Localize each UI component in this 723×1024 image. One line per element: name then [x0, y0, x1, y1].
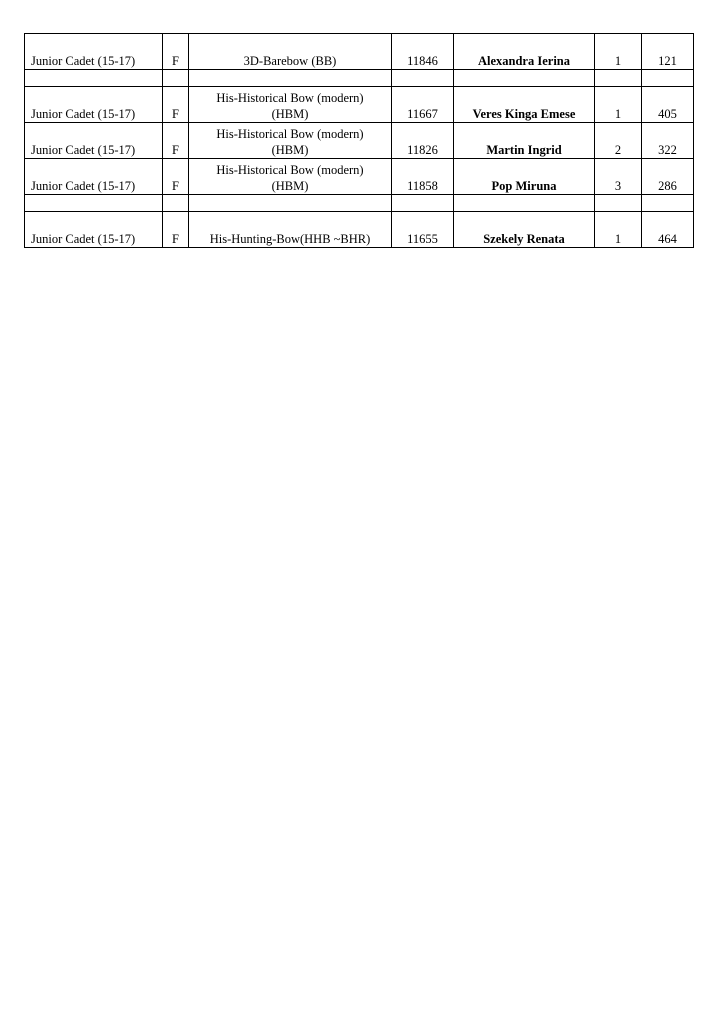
empty-cell	[454, 195, 595, 212]
division-cell	[189, 159, 392, 195]
empty-cell	[189, 195, 392, 212]
division-line: (HBM)	[271, 107, 309, 121]
score-cell: 286	[642, 159, 694, 195]
division-cell	[189, 212, 392, 248]
score-cell: 464	[642, 212, 694, 248]
empty-cell	[189, 70, 392, 87]
category-cell: Junior Cadet (15-17)	[25, 123, 163, 159]
archer-name-cell: Martin Ingrid	[454, 123, 595, 159]
division-line: His-Historical Bow (modern)	[216, 91, 364, 105]
archer-name-cell: Veres Kinga Emese	[454, 87, 595, 123]
archer-id-cell: 11858	[392, 159, 454, 195]
division-line: His-Historical Bow (modern)	[216, 163, 364, 177]
archer-id-cell: 11826	[392, 123, 454, 159]
gender-cell: F	[163, 34, 189, 70]
place-cell: 1	[595, 34, 642, 70]
division-cell	[189, 34, 392, 70]
empty-cell	[454, 70, 595, 87]
place-cell: 1	[595, 87, 642, 123]
score-cell: 405	[642, 87, 694, 123]
empty-cell	[25, 70, 163, 87]
gender-cell: F	[163, 159, 189, 195]
category-cell: Junior Cadet (15-17)	[25, 34, 163, 70]
empty-cell	[163, 70, 189, 87]
division-line: (HBM)	[271, 143, 309, 157]
place-cell: 3	[595, 159, 642, 195]
archer-id-cell: 11846	[392, 34, 454, 70]
spacer-row	[25, 70, 694, 87]
division-cell	[189, 123, 392, 159]
score-cell: 121	[642, 34, 694, 70]
empty-cell	[392, 195, 454, 212]
empty-cell	[595, 195, 642, 212]
division-line: (HBM)	[271, 179, 309, 193]
score-cell: 322	[642, 123, 694, 159]
gender-cell: F	[163, 212, 189, 248]
table-row	[25, 159, 694, 195]
place-cell: 2	[595, 123, 642, 159]
results-table	[24, 33, 694, 248]
table-row	[25, 87, 694, 123]
table-row	[25, 123, 694, 159]
division-line: His-Historical Bow (modern)	[216, 127, 364, 141]
empty-cell	[595, 70, 642, 87]
category-cell: Junior Cadet (15-17)	[25, 212, 163, 248]
category-cell: Junior Cadet (15-17)	[25, 159, 163, 195]
division-line: His-Hunting-Bow(HHB ~BHR)	[209, 232, 371, 246]
division-cell	[189, 87, 392, 123]
gender-cell: F	[163, 123, 189, 159]
archer-name-cell: Pop Miruna	[454, 159, 595, 195]
archer-id-cell: 11655	[392, 212, 454, 248]
table-row	[25, 34, 694, 70]
archer-name-cell: Alexandra Ierina	[454, 34, 595, 70]
empty-cell	[642, 195, 694, 212]
table-row	[25, 212, 694, 248]
empty-cell	[642, 70, 694, 87]
division-line: 3D-Barebow (BB)	[243, 54, 337, 68]
empty-cell	[392, 70, 454, 87]
gender-cell: F	[163, 87, 189, 123]
results-body	[25, 34, 694, 248]
category-cell: Junior Cadet (15-17)	[25, 87, 163, 123]
archer-name-cell: Szekely Renata	[454, 212, 595, 248]
archer-id-cell: 11667	[392, 87, 454, 123]
empty-cell	[163, 195, 189, 212]
spacer-row	[25, 195, 694, 212]
empty-cell	[25, 195, 163, 212]
place-cell: 1	[595, 212, 642, 248]
